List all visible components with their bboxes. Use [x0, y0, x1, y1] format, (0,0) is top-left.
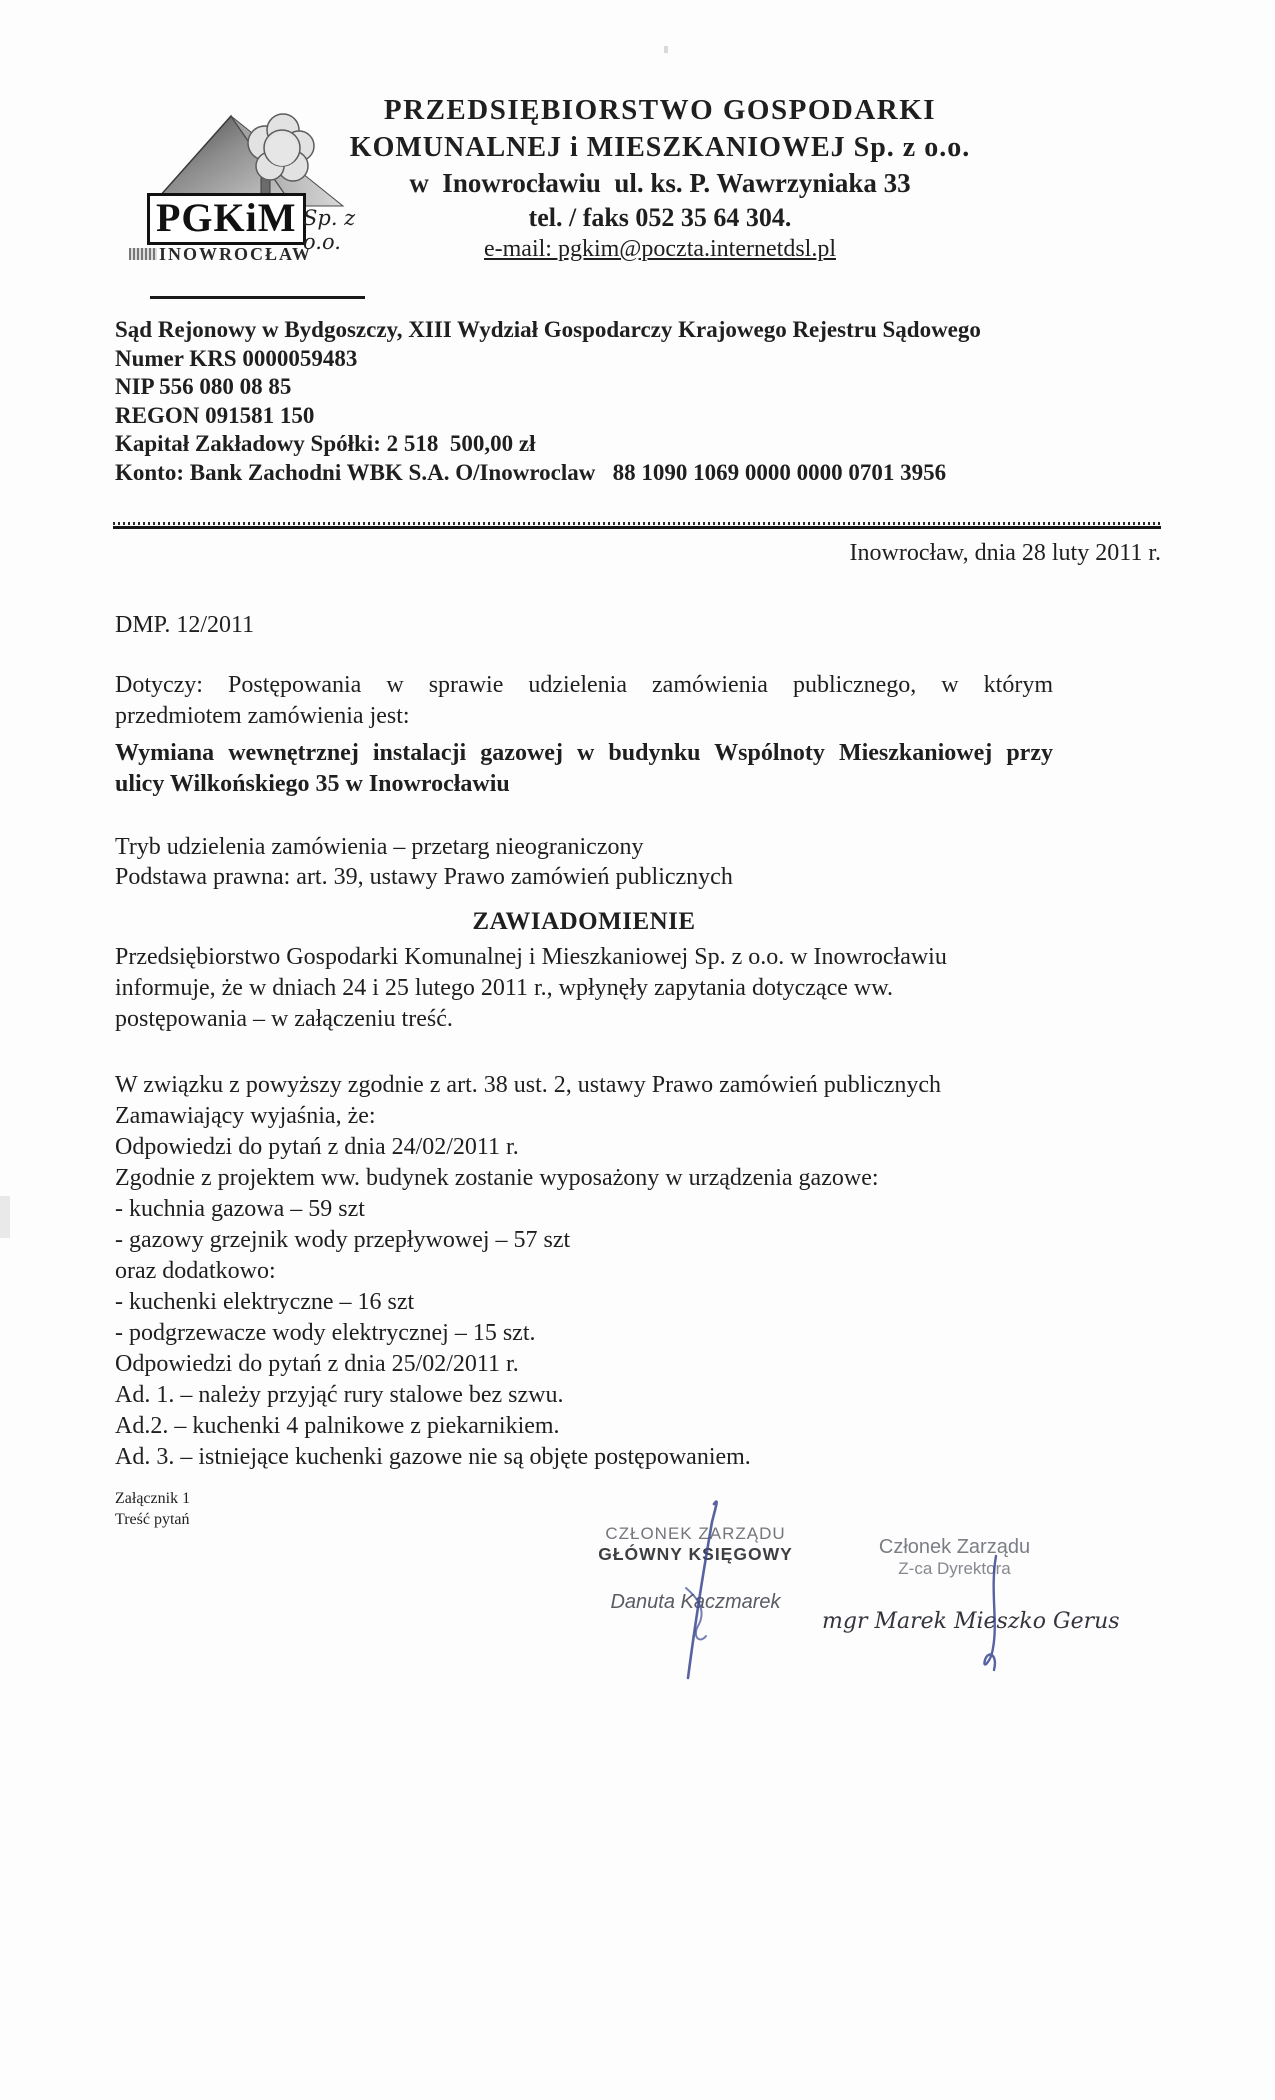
reference-number: DMP. 12/2011 [115, 612, 255, 638]
subject-title-line1: Wymiana wewnętrznej instalacji gazowej w budynku Wspólnoty Mieszkaniowej przy [115, 740, 1053, 766]
notice-heading: ZAWIADOMIENIE [472, 908, 696, 935]
registry-capital: Kapitał Zakładowy Spółki: 2 518 500,00 zł [115, 431, 536, 456]
company-name-line1: PRZEDSIĘBIORSTWO GOSPODARKI [383, 94, 937, 126]
scan-speck-artifact [664, 46, 668, 53]
body-line: Zgodnie z projektem ww. budynek zostanie wyposażony w urządzenia gazowe: [115, 1165, 879, 1191]
attachment-line1: Załącznik 1 [115, 1490, 191, 1507]
body-line: Odpowiedzi do pytań z dnia 25/02/2011 r. [115, 1351, 519, 1377]
answers-body [115, 1070, 1060, 1473]
body-line: - kuchenki elektryczne – 16 szt [115, 1289, 415, 1315]
dateline: Inowrocław, dnia 28 luty 2011 r. [849, 540, 1161, 566]
scan-edge-artifact [0, 1196, 10, 1238]
company-phone: tel. / faks 052 35 64 304. [528, 203, 792, 232]
body-line: - kuchnia gazowa – 59 szt [115, 1196, 365, 1222]
subject-intro-line1: Dotyczy: Postępowania w sprawie udzielenia zamówienia publicznego, w którym [115, 672, 1053, 698]
logo-company-abbreviation: PGKiM [147, 193, 306, 245]
company-email: e-mail: pgkim@poczta.internetdsl.pl [483, 236, 836, 262]
logo-underline [150, 296, 365, 299]
notice-paragraph [115, 942, 1060, 1035]
separator-solid-line [113, 526, 1161, 529]
procurement-mode: Tryb udzielenia zamówienia – przetarg nieograniczony [115, 834, 644, 860]
registry-regon: REGON 091581 150 [115, 402, 315, 428]
right-signer-role1: Członek Zarządu [878, 1536, 1031, 1558]
logo-hatch-decoration [129, 248, 157, 260]
attachment-note [115, 1488, 190, 1530]
left-signer-name: Danuta Kaczmarek [610, 1591, 781, 1613]
signature-block-left [598, 1524, 793, 1614]
body-line: - podgrzewacze wody elektrycznej – 15 szt. [115, 1320, 536, 1346]
body-line: Ad. 3. – istniejące kuchenki gazowe nie są objęte postępowaniem. [115, 1444, 751, 1470]
body-line: Zamawiający wyjaśnia, że: [115, 1103, 376, 1129]
notice-paragraph-line3: postępowania – w załączeniu treść. [115, 1006, 453, 1032]
body-line: oraz dodatkowo: [115, 1258, 276, 1284]
right-signer-name: mgr Marek Mieszko Gerus [822, 1609, 1120, 1634]
subject-intro [115, 670, 1053, 732]
registry-court: Sąd Rejonowy w Bydgoszczy, XIII Wydział Gospodarczy Krajowego Rejestru Sądowego [115, 317, 981, 342]
company-address: w Inowrocławiu ul. ks. P. Wawrzyniaka 33 [409, 168, 911, 198]
attachment-line2: Treść pytań [115, 1511, 190, 1528]
logo-city: INOWROCŁAW [159, 244, 313, 264]
company-name-line2: KOMUNALNEJ i MIESZKANIOWEJ Sp. z o.o. [349, 132, 971, 163]
signature-block-right [822, 1536, 1120, 1634]
body-line: Odpowiedzi do pytań z dnia 24/02/2011 r. [115, 1134, 519, 1160]
body-line: Ad. 1. – należy przyjąć rury stalowe bez szwu. [115, 1382, 564, 1408]
left-signer-role1: CZŁONEK ZARZĄDU [605, 1524, 786, 1543]
header-separator [113, 522, 1161, 529]
notice-paragraph-line1: Przedsiębiorstwo Gospodarki Komunalnej i Mieszkaniowej Sp. z o.o. w Inowrocławiu [115, 944, 947, 970]
right-signer-role2: Z-ca Dyrektora [898, 1559, 1011, 1578]
logo-company-suffix: Sp. z o.o. [303, 206, 356, 254]
subject-title-line2: ulicy Wilkońskiego 35 w Inowrocławiu [115, 771, 510, 797]
registry-nip: NIP 556 080 08 85 [115, 374, 292, 399]
notice-paragraph-line2: informuje, że w dniach 24 i 25 lutego 2011 r., wpłynęły zapytania dotyczące ww. [115, 975, 893, 1001]
registry-krs: Numer KRS 0000059483 [115, 345, 358, 371]
separator-dotted-line [113, 522, 1161, 525]
subject-title [115, 738, 1053, 800]
body-line: - gazowy grzejnik wody przepływowej – 57 szt [115, 1227, 571, 1253]
letterhead [330, 92, 990, 265]
body-line: W związku z powyższy zgodnie z art. 38 ust. 2, ustawy Prawo zamówień publicznych [115, 1072, 941, 1098]
legal-basis: Podstawa prawna: art. 39, ustawy Prawo zamówień publicznych [115, 864, 733, 890]
left-signer-role2: GŁÓWNY KSIĘGOWY [598, 1544, 793, 1564]
registry-bank-account: Konto: Bank Zachodni WBK S.A. O/Inowroclaw 88 1090 1069 0000 0000 0701 3956 [115, 459, 947, 485]
registry-info [115, 316, 1175, 487]
body-line: Ad.2. – kuchenki 4 palnikowe z piekarnikiem. [115, 1413, 560, 1439]
subject-intro-line2: przedmiotem zamówienia jest: [115, 703, 410, 729]
